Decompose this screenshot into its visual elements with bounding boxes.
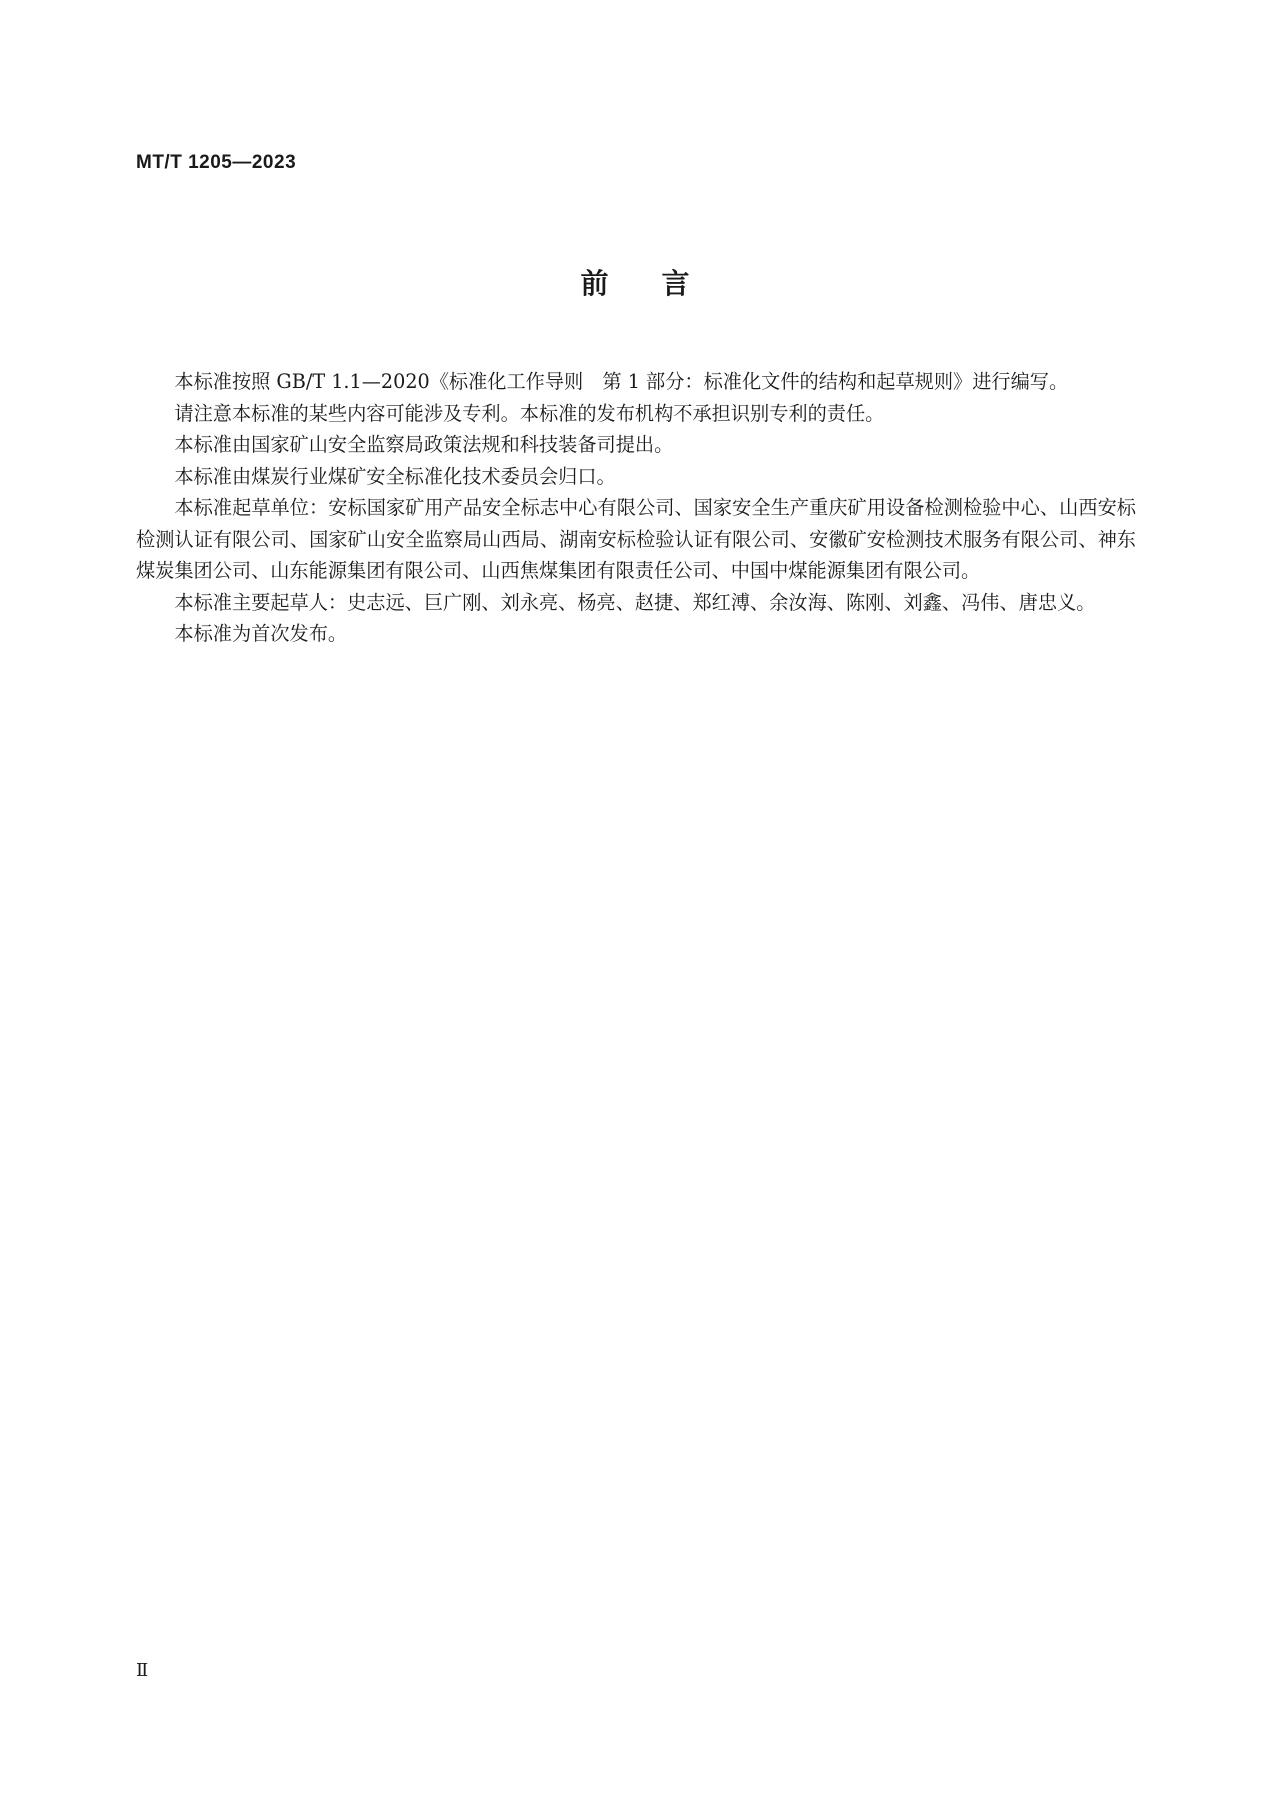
- paragraph-main-drafters: 本标准主要起草人：史志远、巨广刚、刘永亮、杨亮、赵捷、郑红溥、余汝海、陈刚、刘鑫、冯伟、唐忠义。: [174, 590, 1096, 614]
- page-title-part-2: 言: [661, 267, 691, 300]
- paragraph-patent-notice: 请注意本标准的某些内容可能涉及专利。本标准的发布机构不承担识别专利的责任。: [174, 401, 885, 425]
- page-title: [0, 262, 1271, 302]
- paragraph-proposed-by: 本标准由国家矿山安全监察局政策法规和科技装备司提出。: [174, 433, 674, 456]
- paragraph-first-issue: 本标准为首次发布。: [174, 622, 348, 645]
- foreword-body: [136, 366, 1136, 650]
- page-title-part-1: 前: [580, 267, 610, 300]
- paragraph-under-jurisdiction: 本标准由煤炭行业煤矿安全标准化技术委员会归口。: [174, 464, 616, 488]
- page-number: Ⅱ: [136, 1660, 149, 1681]
- paragraph-drafting-organizations: 本标准起草单位：安标国家矿用产品安全标志中心有限公司、国家安全生产重庆矿用设备检测检验中心、山西安标检测认证有限公司、国家矿山安全监察局山西局、湖南安标检验认证有限公司、安徽矿安检测技术服务有限公司、神东煤炭集团公司、山东能源集团有限公司、山西焦煤集团有限责任公司、中国中煤能源集团有限公司。: [136, 496, 1136, 582]
- paragraph-drafting-rules: 本标准按照 GB/T 1.1—2020《标准化工作导则 第 1 部分：标准化文件的结构和起草规则》进行编写。: [174, 370, 1069, 393]
- standard-code: MT/T 1205—2023: [136, 152, 297, 173]
